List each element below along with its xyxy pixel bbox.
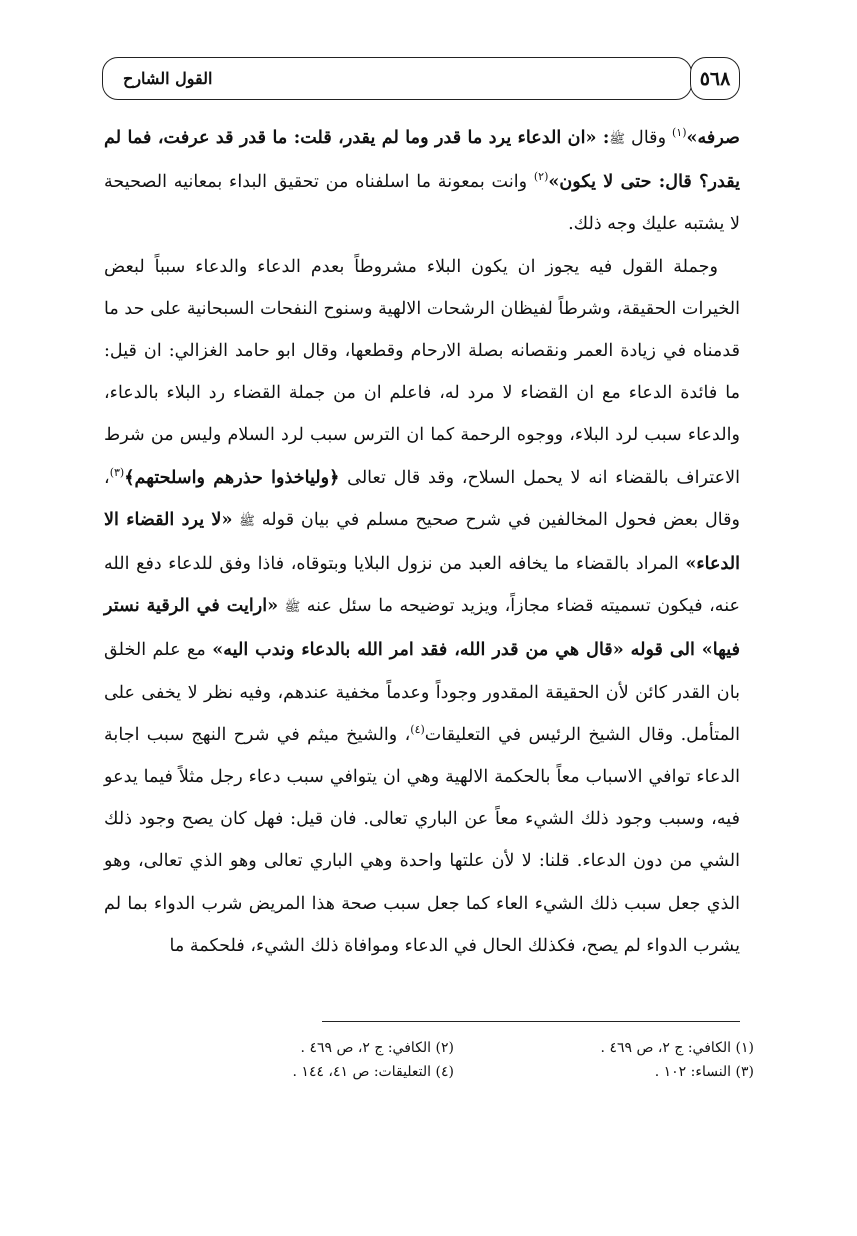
paragraph — [104, 246, 740, 967]
footnote-marker: (٢) — [533, 170, 549, 184]
running-title-frame — [102, 57, 692, 100]
quoted-text: «لا يرد القضاء الا الدعاء» — [104, 508, 740, 575]
text-run: ، وقال بعض فحول المخالفين في شرح صحيح مسلم في بيان قوله — [104, 467, 740, 530]
paragraph — [104, 117, 740, 246]
body-text — [104, 117, 740, 1007]
page-number-frame — [690, 57, 740, 100]
page-number: ٥٦٨ — [699, 67, 731, 90]
footnote-1 — [454, 1036, 754, 1060]
footnote-number: (٤) — [435, 1064, 454, 1080]
footnote-2 — [154, 1036, 454, 1060]
text-run: ، والشيخ ميثم في شرح النهج سبب اجابة الدعاء توافي الاسباب معاً بالحكمة الالهية وهي ان يتوافي سبب دعاء رجل مثلاً فيما يدعو فيه، وسبب وجود ذلك الشيء معاً عن الباري تعالى. فان قيل: فهل كان يصح وجود ذلك الشي من دون الدعاء. قلنا: لا لأن علتها واحدة وهي الباري تعالى وهو الذي تعالى، وهو الذي جعل سبب ذلك الشيء العاء كما جعل سبب صحة هذا المريض شرب الدواء بما لم يشرب الدواء لم يصح، فكذلك الحال في الدعاء وموافاة ذلك الشيء، فلحكمة ما — [104, 724, 740, 956]
text-run: ﷺ — [609, 132, 626, 147]
footnote-marker: (٤) — [410, 722, 425, 736]
footnote-number: (٣) — [735, 1064, 754, 1080]
footnote-number: (١) — [735, 1040, 754, 1056]
footnote-text: الكافي: ج ٢، ص ٤٦٩ . — [600, 1040, 732, 1056]
text-run: ﷺ — [284, 600, 301, 616]
text-run: ﷺ — [239, 513, 255, 529]
footnote-row — [104, 1060, 754, 1084]
footnote-4 — [154, 1060, 454, 1084]
footnote-text: النساء: ١٠٢ . — [654, 1064, 732, 1080]
footnote-number: (٢) — [435, 1040, 454, 1056]
footnote-text: الكافي: ج ٢، ص ٤٦٩ . — [300, 1040, 432, 1056]
quoted-text: : «ان الدعاء يرد ما قدر وما لم يقدر، قلت: ما قدر قد عرفت، فما لم يقدر؟ قال: حتى لا يكون» — [104, 127, 740, 193]
running-title: القول الشارح — [123, 69, 213, 88]
text-run: وجملة القول فيه يجوز ان يكون البلاء مشروطاً بعدم الدعاء والدعاء سبباً لبعض الخيرات الحقيقة، وشرطاً لفيظان الرشحات الالهية وسنوح النفحات السبحانية على حد ما قدمناه في زيادة العمر ونقصانه بصلة الارحام وقطعها، وقال ابو حامد الغزالي: ان قيل: ما فائدة الدعاء مع ان القضاء لا مرد له، فاعلم ان من جملة القضاء رد البلاء بالدعاء، والدعاء سبب لرد البلاء، ووجوه الرحمة كما ان الترس سبب لرد السلام وليس من شرط الاعتراف بالقضاء انه لا يحمل السلاح، وقد قال تعالى — [104, 256, 740, 488]
footnote-divider — [322, 1021, 740, 1022]
text-run: وقال — [625, 128, 672, 148]
footnote-row — [104, 1036, 754, 1060]
text-run: مع علم الخلق بان القدر كائن لأن الحقيقة المقدور وجوداً وعدماً مخفية عندهم، وفيه نظر لا يخفى على المتأمل. وقال الشيخ الرئيس في التعليقات — [104, 640, 740, 745]
text-run: وانت بمعونة ما اسلفناه من تحقيق البداء بمعانيه الصحيحة لا يشتبه عليك وجه ذلك. — [104, 172, 740, 235]
footnote-marker: (١) — [671, 126, 687, 140]
quoted-text: «ارايت في الرقية نستر فيها» الى قوله «قال هي من قدر الله، فقد امر الله بالدعاء وندب اليه» — [104, 595, 740, 661]
footnotes — [104, 1036, 754, 1084]
footnote-3 — [454, 1060, 754, 1084]
quoted-text: صرفه» — [686, 127, 740, 148]
text-run: المراد بالقضاء ما يخافه العبد من نزول البلايا وبتوقاه، فاذا وفق للدعاء دفع الله عنه، فيكون تسميته قضاء مجازاً، ويزيد توضيحه ما سئل عنه — [104, 554, 740, 617]
footnote-marker: (٣) — [109, 465, 125, 479]
quoted-text: ﴿ولياخذوا حذرهم واسلحتهم﴾ — [124, 466, 340, 488]
footnote-text: التعليقات: ص ٤١، ١٤٤ . — [292, 1064, 432, 1080]
